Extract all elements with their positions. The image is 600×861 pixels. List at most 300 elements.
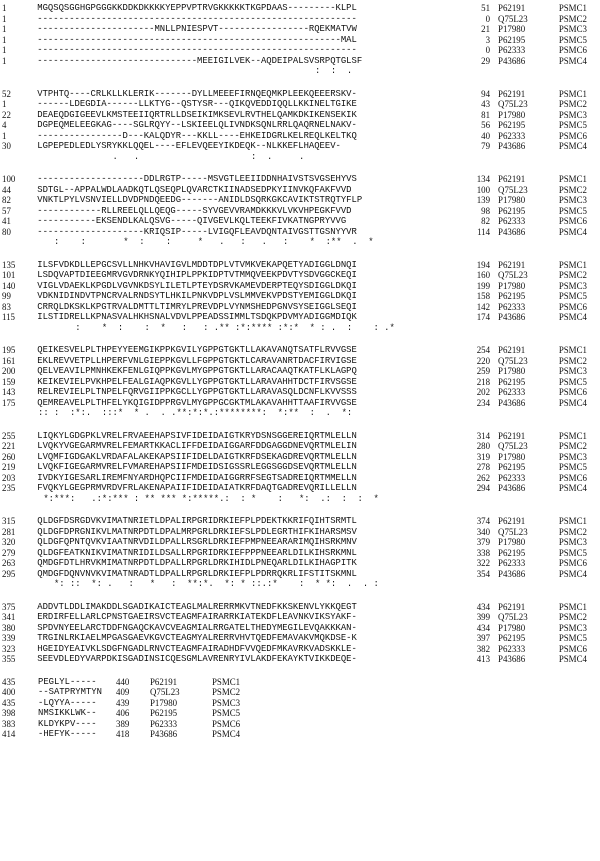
conservation-spacer <box>2 66 38 77</box>
alignment-row <box>2 687 598 698</box>
row-protein-name: PSMC5 <box>558 120 587 130</box>
alignment-row <box>2 441 598 452</box>
row-end-position: 259 <box>476 366 491 376</box>
row-accession: Q75L23 <box>498 99 528 109</box>
row-end-position: 382 <box>476 643 491 654</box>
row-end-position: 202 <box>476 387 491 397</box>
row-start-position: 260 <box>2 451 16 462</box>
conservation-line: : : . <box>38 66 358 76</box>
row-protein-name: PSMC1 <box>558 516 587 526</box>
alignment-row <box>2 3 598 14</box>
conservation-line: *: :: *: . : * : **:*. *: * ::.:* : * *: . . : <box>38 579 379 589</box>
row-start-position: 263 <box>2 558 16 568</box>
row-sequence: -HEFYK----- <box>38 729 97 739</box>
alignment-row <box>2 623 598 634</box>
row-protein-name: PSMC4 <box>558 312 587 322</box>
row-accession: P62333 <box>150 718 178 729</box>
alignment-row <box>2 677 598 688</box>
row-end-position: 389 <box>116 718 130 729</box>
row-start-position: 140 <box>2 280 16 291</box>
row-accession: P62191 <box>498 88 526 99</box>
alignment-block <box>2 516 598 590</box>
row-end-position: 418 <box>116 729 130 739</box>
row-sequence: --------------------DDLRGTP-----MSVGTLEEIIDDNHAIVSTSVGSEHYVS <box>37 174 357 184</box>
row-accession: P43686 <box>498 483 526 493</box>
row-start-position: 83 <box>2 301 11 312</box>
alignment-block <box>2 3 598 77</box>
row-start-position: 52 <box>2 88 11 99</box>
row-protein-name: PSMC5 <box>558 291 587 301</box>
alignment-row <box>2 452 598 463</box>
alignment-row <box>2 654 598 665</box>
row-accession: P62191 <box>498 601 526 612</box>
row-sequence: ILSTIDRELLKPNASVALHKHSNALVDVLPPEADSSIMMLTSDQKPDVMYADIGGMDIQK <box>37 312 357 322</box>
row-accession: P17980 <box>498 24 526 34</box>
row-start-position: 383 <box>2 718 16 729</box>
row-start-position: 295 <box>2 568 16 579</box>
alignment-row <box>2 377 598 388</box>
conservation-spacer <box>2 579 38 590</box>
row-sequence: QLDGFDPRGNIKVLMATNRPDTLDPALMRPGRLDRKIEFSLPDLEGRTHIFKIHARSMSV <box>37 526 357 537</box>
row-accession: P62191 <box>498 259 526 270</box>
alignment-row <box>2 473 598 484</box>
row-end-position: 314 <box>476 430 491 441</box>
row-protein-name: PSMC2 <box>558 99 587 109</box>
row-start-position: 279 <box>2 547 16 558</box>
row-end-position: 234 <box>476 397 491 408</box>
row-protein-name: PSMC3 <box>558 280 587 291</box>
row-sequence: LVQKYVGEGARMVRELFEMARTKKACLIFFDEIDAIGGARFDDGAGGDNEVQRTMLELIN <box>37 441 357 451</box>
alignment-row <box>2 120 598 131</box>
row-start-position: 375 <box>2 601 16 612</box>
row-sequence: VIGLVDAEKLKPGDLVGVNKDSYLILETLPTEYDSRVKAMEVDERPTEQYSDIGGLDKQI <box>37 280 357 291</box>
row-end-position: 43 <box>481 99 491 109</box>
row-protein-name: PSMC6 <box>212 718 241 729</box>
alignment-block <box>2 431 598 505</box>
row-protein-name: PSMC1 <box>558 601 587 612</box>
row-sequence: ILSFVDKDLLEPGCSVLLNHKVHAVIGVLMDDTDPLVTVMKVEKAPQETYADIGGLDNQI <box>37 259 357 270</box>
row-protein-name: PSMC4 <box>558 226 587 237</box>
row-end-position: 399 <box>476 612 491 622</box>
row-end-position: 0 <box>485 45 491 55</box>
alignment-row <box>2 270 598 281</box>
row-sequence: ------------------------------------------------------------ <box>37 13 357 24</box>
row-protein-name: PSMC3 <box>558 537 587 547</box>
row-end-position: 81 <box>481 109 491 120</box>
row-accession: P62333 <box>498 301 526 312</box>
row-sequence: PEGLYL----- <box>38 676 97 687</box>
row-protein-name: PSMC5 <box>212 708 241 718</box>
conservation-row <box>2 237 598 248</box>
row-protein-name: PSMC5 <box>558 34 587 45</box>
alignment-row <box>2 729 598 740</box>
row-protein-name: PSMC1 <box>558 3 587 13</box>
alignment-row <box>2 14 598 25</box>
alignment-row <box>2 24 598 35</box>
row-end-position: 294 <box>476 483 491 493</box>
row-start-position: 398 <box>2 708 16 718</box>
row-sequence: ------------------------------------------------------------ <box>37 45 357 55</box>
row-end-position: 439 <box>116 697 130 708</box>
row-start-position: 1 <box>2 45 7 55</box>
row-start-position: 135 <box>2 259 16 270</box>
row-sequence: DEAEQDGIGEEVLKMSTEEIIQRTRLLDSEIKIMKSEVLRVTHELQAMKDKIKENSEKIK <box>37 109 357 120</box>
row-sequence: QELVEAVILPMNHKEKFENLGIQPPKGVLMYGPPGTGKTLLARACAAQTKATFLKLAGPQ <box>37 366 357 376</box>
row-start-position: 41 <box>2 216 11 226</box>
row-protein-name: PSMC6 <box>558 387 587 397</box>
alignment-row <box>2 431 598 442</box>
row-protein-name: PSMC3 <box>558 622 587 633</box>
row-start-position: 1 <box>2 34 7 45</box>
row-start-position: 323 <box>2 643 16 654</box>
row-end-position: 379 <box>476 537 491 547</box>
row-start-position: 99 <box>2 291 11 301</box>
conservation-line: *:***: .:*:*** : ** *** *:*****.: : * : *: .: : : * <box>38 493 379 504</box>
row-accession: P17980 <box>498 537 526 547</box>
row-accession: P17980 <box>498 622 526 633</box>
row-sequence: LVQMFIGDGAKLVRDAFALAKEKAPSIIFIDELDAIGTKRFDSEKAGDREVQRTMLELLN <box>37 451 357 462</box>
row-start-position: 414 <box>2 729 16 739</box>
row-start-position: 355 <box>2 654 16 664</box>
row-sequence: DGPEQMELEEGKAG----SGLRQYY--LSKIEELQLIVNDKSQNLRRLQAQRNELNAKV- <box>37 120 357 130</box>
row-start-position: 4 <box>2 120 7 130</box>
alignment-row <box>2 174 598 185</box>
row-end-position: 440 <box>116 676 130 687</box>
row-sequence: LGPEPEDLEDLYSRYKKLQQEL----EFLEVQEEYIKDEQK--NLKKEFLHAQEEV- <box>37 141 341 151</box>
alignment-row <box>2 260 598 271</box>
row-sequence: MGQSQSGGHGPGGGKKDDKDKKKKYEPPVPTRVGKKKKKTKGPDAAS---------KLPL <box>37 3 357 13</box>
sequence-alignment <box>2 3 598 752</box>
row-protein-name: PSMC4 <box>558 141 587 151</box>
row-accession: P62195 <box>150 708 178 718</box>
alignment-row <box>2 698 598 709</box>
conservation-row <box>2 408 598 419</box>
alignment-row <box>2 216 598 227</box>
row-start-position: 195 <box>2 345 16 355</box>
alignment-row <box>2 708 598 719</box>
alignment-row <box>2 387 598 398</box>
row-sequence: QMDGFDTLHRVKMIMATNRPDTLDPALLRPGRLDRKIHIDLPNEQARLDILKIHAGPITK <box>37 558 357 568</box>
row-sequence: LSDQVAPTDIEEGMRVGVDRNKYQIHIPLPPKIDPTVTMMQVEEKPDVTYSDVGGCKEQI <box>37 270 357 280</box>
alignment-row <box>2 569 598 580</box>
row-start-position: 400 <box>2 687 16 697</box>
row-accession: Q75L23 <box>498 270 528 280</box>
conservation-spacer <box>2 494 38 505</box>
conservation-line: : : * : : * . : . : * :** . * <box>38 237 374 247</box>
row-protein-name: PSMC3 <box>558 109 587 120</box>
row-accession: P62333 <box>498 643 526 654</box>
row-protein-name: PSMC3 <box>212 697 241 708</box>
alignment-row <box>2 185 598 196</box>
row-sequence: QLDGFDSRGDVKVIMATNRIETLDPALIRPGRIDRKIEFPLPDEKTKKRIFQIHTSRMTL <box>37 516 357 526</box>
conservation-spacer <box>2 152 38 163</box>
row-accession: P62333 <box>498 216 526 226</box>
alignment-row <box>2 719 598 730</box>
alignment-block <box>2 677 598 740</box>
row-sequence: QEMREAVELPLTHFELYKQIGIDPPRGVLMYGPPGCGKTMLAKAVAHHTTAAFIRVVGSE <box>37 397 357 408</box>
row-end-position: 158 <box>476 291 491 301</box>
row-sequence: QMDGFDQNVNVKVIMATNRADTLDPALLRPGRLDRKIEFPLPDRRQKRLIFSTITSKMNL <box>37 568 357 579</box>
row-start-position: 380 <box>2 622 16 633</box>
row-protein-name: PSMC5 <box>558 205 587 216</box>
row-sequence: FVQKYLGEGPRMVRDVFRLAKENAPAIIFIDEIDAIATKRFDAQTGADREVQRILLELLN <box>37 483 357 493</box>
row-end-position: 0 <box>485 13 491 24</box>
row-start-position: 341 <box>2 612 16 622</box>
row-end-position: 280 <box>476 441 491 451</box>
row-sequence: CRRQLDKSKLKPGTRVALDMTTLTIMRYLPREVDPLVYNMSHEDPGNVSYSEIGGLSEQI <box>37 301 357 312</box>
row-end-position: 21 <box>481 24 491 34</box>
row-accession: P17980 <box>498 109 526 120</box>
row-end-position: 262 <box>476 472 491 483</box>
row-accession: P62195 <box>498 120 526 130</box>
conservation-row <box>2 323 598 334</box>
row-accession: P17980 <box>498 195 526 205</box>
row-accession: P43686 <box>498 568 526 579</box>
row-end-position: 413 <box>476 654 491 664</box>
row-protein-name: PSMC3 <box>558 24 587 34</box>
alignment-block <box>2 345 598 419</box>
row-start-position: 1 <box>2 55 7 66</box>
row-accession: P62191 <box>498 345 526 355</box>
row-start-position: 143 <box>2 387 16 397</box>
row-end-position: 278 <box>476 462 491 472</box>
alignment-row <box>2 99 598 110</box>
row-sequence: ------------RLLREELQLLQEQG-----SYVGEVVRAMDKKKVLVKVHPEGKFVVD <box>37 205 352 216</box>
alignment-row <box>2 227 598 238</box>
row-sequence: ---------------------------------------------------------MAL <box>37 34 357 45</box>
row-end-position: 79 <box>481 141 491 151</box>
alignment-row <box>2 612 598 623</box>
row-sequence: ----------------D---KALQDYR---KKLL----EHKEIDGRLKELREQLKELTKQ <box>37 130 357 141</box>
row-sequence: EKLREVVETPLLHPERFVNLGIEPPKGVLLFGPPGTGKTLCARAVANRTDACFIRVIGSE <box>37 355 357 366</box>
alignment-row <box>2 537 598 548</box>
alignment-row <box>2 644 598 655</box>
row-end-position: 82 <box>481 216 491 226</box>
row-start-position: 320 <box>2 537 16 547</box>
row-protein-name: PSMC1 <box>558 174 587 184</box>
row-end-position: 29 <box>481 55 491 66</box>
alignment-row <box>2 548 598 559</box>
row-sequence: ERDIRFELLARLCPNSTGAEIRSVCTEAGMFAIRARRKIATEKDFLEAVNKVIKSYAKF- <box>37 612 357 622</box>
row-start-position: 435 <box>2 676 16 687</box>
alignment-row <box>2 56 598 67</box>
row-end-position: 254 <box>476 345 491 355</box>
row-protein-name: PSMC2 <box>558 612 587 622</box>
alignment-row <box>2 633 598 644</box>
row-protein-name: PSMC4 <box>558 397 587 408</box>
row-start-position: 100 <box>2 174 16 184</box>
row-sequence: ADDVTLDDLIMAKDDLSGADIKAICTEAGLMALRERRMKVTNEDFKKSKENVLYKKQEGT <box>37 601 357 612</box>
row-start-position: 161 <box>2 355 16 366</box>
alignment-row <box>2 527 598 538</box>
row-start-position: 159 <box>2 376 16 387</box>
row-protein-name: PSMC1 <box>558 345 587 355</box>
row-sequence: RELREVIELPLTNPELFQRVGIIPPKGCLLYGPPGTGKTLLARAVASQLDCNFLKVVSSS <box>37 387 357 397</box>
row-accession: P62195 <box>498 205 526 216</box>
row-start-position: 175 <box>2 397 16 408</box>
row-accession: P62333 <box>498 558 526 568</box>
conservation-row <box>2 66 598 77</box>
row-sequence: -LQYYA----- <box>38 697 97 708</box>
row-accession: P62195 <box>498 547 526 558</box>
row-protein-name: PSMC6 <box>558 301 587 312</box>
row-accession: P62195 <box>498 34 526 45</box>
row-accession: P62191 <box>498 430 526 441</box>
row-end-position: 51 <box>481 3 491 13</box>
row-protein-name: PSMC4 <box>558 55 587 66</box>
conservation-row <box>2 579 598 590</box>
row-accession: P62191 <box>498 174 526 184</box>
row-sequence: IVDKYIGESARLIREMFNYARDHQPCIIFMDEIDAIGGRRFSEGTSADREIQRTMMELLN <box>37 472 357 483</box>
alignment-block <box>2 602 598 665</box>
row-protein-name: PSMC3 <box>558 366 587 376</box>
row-accession: P43686 <box>498 141 526 151</box>
row-end-position: 100 <box>476 184 491 195</box>
row-start-position: 1 <box>2 3 7 13</box>
row-end-position: 220 <box>476 355 491 366</box>
row-start-position: 1 <box>2 13 7 24</box>
row-sequence: ------LDEGDIA------LLKTYG--QSTYSR---QIKQVEDDIQQLLKKINELTGIKE <box>37 99 357 109</box>
row-protein-name: PSMC6 <box>558 216 587 226</box>
alignment-row <box>2 483 598 494</box>
row-end-position: 374 <box>476 516 491 526</box>
row-end-position: 322 <box>476 558 491 568</box>
conservation-row <box>2 152 598 163</box>
row-start-position: 281 <box>2 526 16 537</box>
row-accession: P62195 <box>498 376 526 387</box>
row-protein-name: PSMC6 <box>558 643 587 654</box>
row-protein-name: PSMC2 <box>212 687 241 697</box>
alignment-row <box>2 516 598 527</box>
row-protein-name: PSMC4 <box>558 483 587 493</box>
row-end-position: 354 <box>476 568 491 579</box>
row-sequence: SPDVNYEELARCTDDFNGAQCKAVCVEAGMIALRRGATELTHEDYMEGILEVQAKKKAN- <box>37 622 357 633</box>
row-protein-name: PSMC4 <box>212 729 241 739</box>
conservation-row <box>2 494 598 505</box>
row-end-position: 98 <box>481 205 491 216</box>
row-end-position: 142 <box>476 301 491 312</box>
row-start-position: 200 <box>2 366 16 376</box>
row-accession: P62333 <box>498 387 526 397</box>
row-accession: Q75L23 <box>498 13 528 24</box>
row-accession: Q75L23 <box>498 612 528 622</box>
alignment-row <box>2 206 598 217</box>
row-end-position: 338 <box>476 547 491 558</box>
alignment-row <box>2 291 598 302</box>
row-accession: P62195 <box>498 291 526 301</box>
row-start-position: 339 <box>2 633 16 643</box>
alignment-row <box>2 398 598 409</box>
row-accession: P62191 <box>498 3 526 13</box>
row-accession: P43686 <box>498 226 526 237</box>
alignment-row <box>2 345 598 356</box>
row-end-position: 434 <box>476 622 491 633</box>
alignment-row <box>2 195 598 206</box>
alignment-row <box>2 356 598 367</box>
row-sequence: SEEVDLEDYVARPDKISGADINSICQESGMLAVRENRYIVLAKDFEKAYKTVIKKDEQE- <box>37 654 357 664</box>
alignment-block <box>2 260 598 334</box>
row-start-position: 435 <box>2 697 16 708</box>
alignment-row <box>2 131 598 142</box>
alignment-row <box>2 89 598 100</box>
row-protein-name: PSMC6 <box>558 45 587 55</box>
row-accession: P17980 <box>150 697 178 708</box>
alignment-block <box>2 89 598 163</box>
row-start-position: 221 <box>2 441 16 451</box>
row-end-position: 218 <box>476 376 491 387</box>
row-protein-name: PSMC3 <box>558 451 587 462</box>
conservation-spacer <box>2 408 38 419</box>
row-protein-name: PSMC2 <box>558 270 587 280</box>
row-end-position: 94 <box>481 88 491 99</box>
row-accession: P43686 <box>150 729 178 739</box>
row-accession: P62333 <box>498 45 526 55</box>
row-sequence: -----------EKSENDLKALQSVG-----QIVGEVLKQLTEEKFIVKATNGPRYVVG <box>37 216 347 226</box>
row-end-position: 3 <box>485 34 491 45</box>
row-accession: Q75L23 <box>498 184 528 195</box>
conservation-line: :: : :*:. :::* * . . .**:*:*.:********: *:** : . *: <box>38 408 363 418</box>
row-protein-name: PSMC4 <box>558 568 587 579</box>
row-protein-name: PSMC5 <box>558 547 587 558</box>
alignment-row <box>2 110 598 121</box>
row-sequence: QLDGFQPNTQVKVIAATNRVDILDPALLRSGRLDRKIEFPMPNEEARARIMQIHSRKMNV <box>37 537 357 547</box>
row-end-position: 139 <box>476 195 491 205</box>
row-sequence: ------------------------------MEEIGILVEK--AQDEIPALSVSRPQTGLSF <box>37 55 363 66</box>
row-start-position: 80 <box>2 226 11 237</box>
row-start-position: 203 <box>2 472 16 483</box>
row-protein-name: PSMC2 <box>558 184 587 195</box>
row-protein-name: PSMC5 <box>558 633 587 643</box>
row-end-position: 114 <box>477 226 491 237</box>
row-start-position: 315 <box>2 516 16 526</box>
row-sequence: VDKNIDINDVTPNCRVALRNDSYTLHKILPNKVDPLVSLMMVEKVPDSTYEMIGGLDKQI <box>37 291 357 301</box>
row-protein-name: PSMC2 <box>558 13 587 24</box>
row-sequence: VNKTLPYLVSNVIELLDVDPNDQEEDG-------ANIDLDSQRKGKCAVIKTSTRQTYFLP <box>37 195 363 205</box>
alignment-row <box>2 558 598 569</box>
alignment-row <box>2 141 598 152</box>
row-protein-name: PSMC1 <box>212 676 241 687</box>
conservation-spacer <box>2 237 38 248</box>
row-sequence: NMSIKKLWK-- <box>38 708 97 718</box>
row-end-position: 406 <box>116 708 130 718</box>
row-start-position: 44 <box>2 184 11 195</box>
row-end-position: 397 <box>476 633 491 643</box>
alignment-row <box>2 45 598 56</box>
row-end-position: 160 <box>476 270 491 280</box>
row-sequence: LIQKYLGDGPKLVRELFRVAEEHAPSIVFIDEIDAIGTKRYDSNSGGEREIQRTMLELLN <box>37 430 357 441</box>
alignment-block <box>2 174 598 248</box>
row-sequence: HGEIDYEAIVKLSDGFNGADLRNVCTEAGMFAIRADHDFVVQEDFMKAVRKVADSKKLE- <box>37 643 357 654</box>
row-start-position: 101 <box>2 270 16 280</box>
row-start-position: 219 <box>2 462 16 472</box>
row-start-position: 1 <box>2 24 7 34</box>
row-accession: Q75L23 <box>498 526 528 537</box>
row-accession: P62333 <box>498 472 526 483</box>
conservation-spacer <box>2 323 38 334</box>
row-sequence: ----------------------MNLLPNIESPVT-----------------RQEKMATVW <box>37 24 357 34</box>
row-start-position: 22 <box>2 109 11 120</box>
alignment-row <box>2 366 598 377</box>
row-accession: P62191 <box>498 516 526 526</box>
row-accession: P62195 <box>498 462 526 472</box>
row-sequence: VTPHTQ----CRLKLLKLERIK-------DYLLMEEEFIRNQEQMKPLEEKQEEERSKV- <box>37 88 357 99</box>
row-accession: Q75L23 <box>498 441 528 451</box>
row-protein-name: PSMC2 <box>558 526 587 537</box>
row-start-position: 255 <box>2 430 16 441</box>
row-accession: P17980 <box>498 366 526 376</box>
row-end-position: 174 <box>476 312 491 322</box>
alignment-row <box>2 302 598 313</box>
